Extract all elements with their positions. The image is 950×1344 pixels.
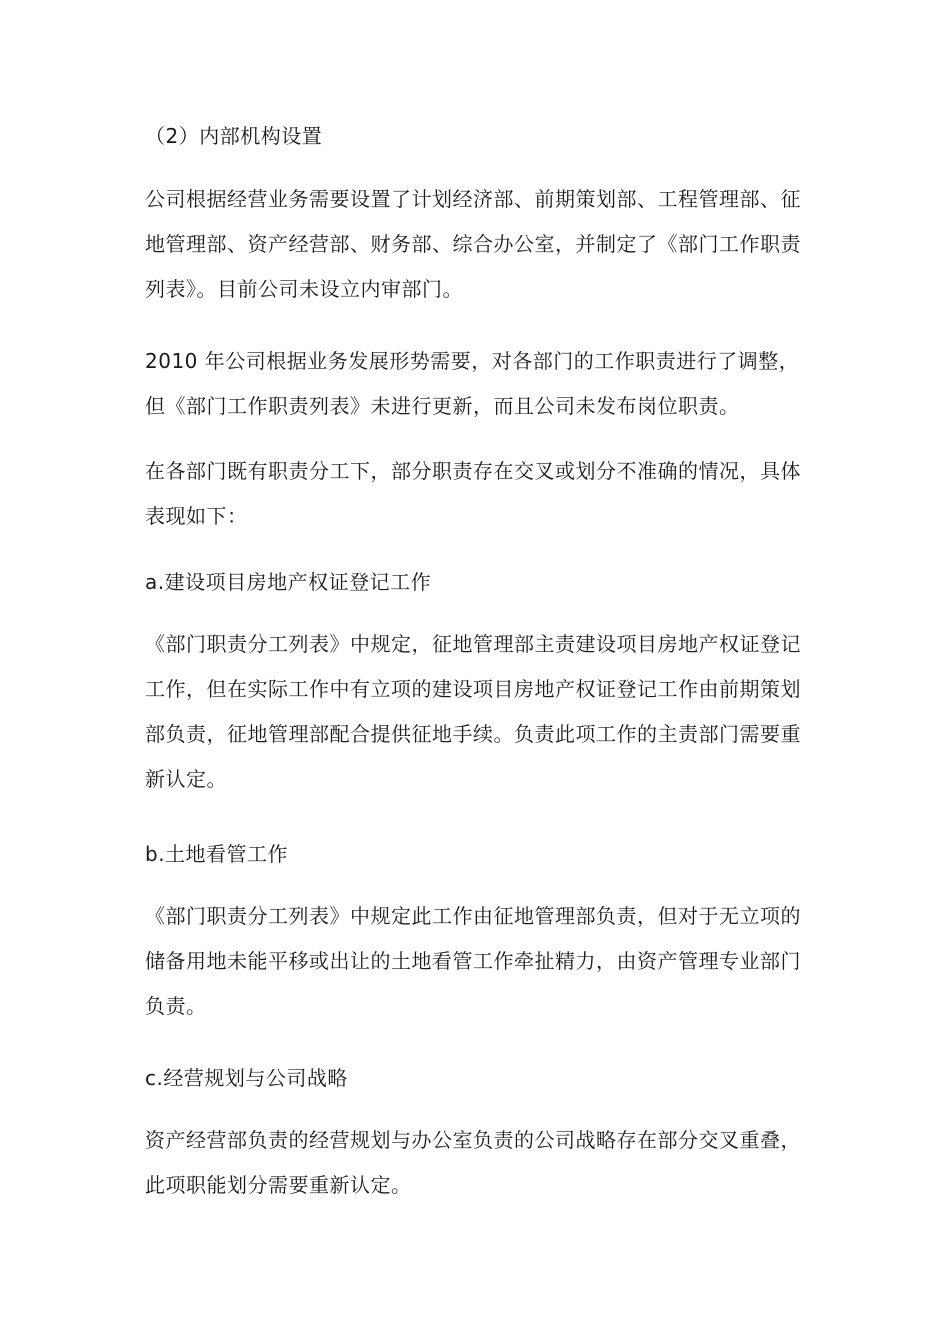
subsection-a-title: a.建设项目房地产权证登记工作	[145, 570, 432, 594]
subsection-a-body: 《部门职责分工列表》中规定，征地管理部主责建设项目房地产权证登记工作，但在实际工作中有立项的建设项目房地产权证登记工作由前期策划部负责，征地管理部配合提供征地手续。负责此项工作的主责部门需要重新认定。	[145, 632, 801, 791]
subsection-b-title: b.土地看管工作	[145, 842, 289, 866]
subsection-c-title: c.经营规划与公司战略	[145, 1066, 348, 1090]
paragraph-2010-adjustment: 2010 年公司根据业务发展形势需要，对各部门的工作职责进行了调整，但《部门工作职责列表》未进行更新，而且公司未发布岗位职责。	[145, 349, 800, 418]
section-heading: （2）内部机构设置	[145, 124, 323, 148]
paragraph-departments: 公司根据经营业务需要设置了计划经济部、前期策划部、工程管理部、征地管理部、资产经营部、财务部、综合办公室，并制定了《部门工作职责列表》。目前公司未设立内审部门。	[145, 187, 801, 301]
paragraph-overlap-intro: 在各部门既有职责分工下，部分职责存在交叉或划分不准确的情况，具体表现如下：	[145, 459, 801, 528]
subsection-b-body: 《部门职责分工列表》中规定此工作由征地管理部负责，但对于无立项的储备用地未能平移或出让的土地看管工作牵扯精力，由资产管理专业部门负责。	[145, 904, 801, 1018]
subsection-c-body: 资产经营部负责的经营规划与办公室负责的公司战略存在部分交叉重叠，此项职能划分需要重新认定。	[145, 1128, 801, 1197]
